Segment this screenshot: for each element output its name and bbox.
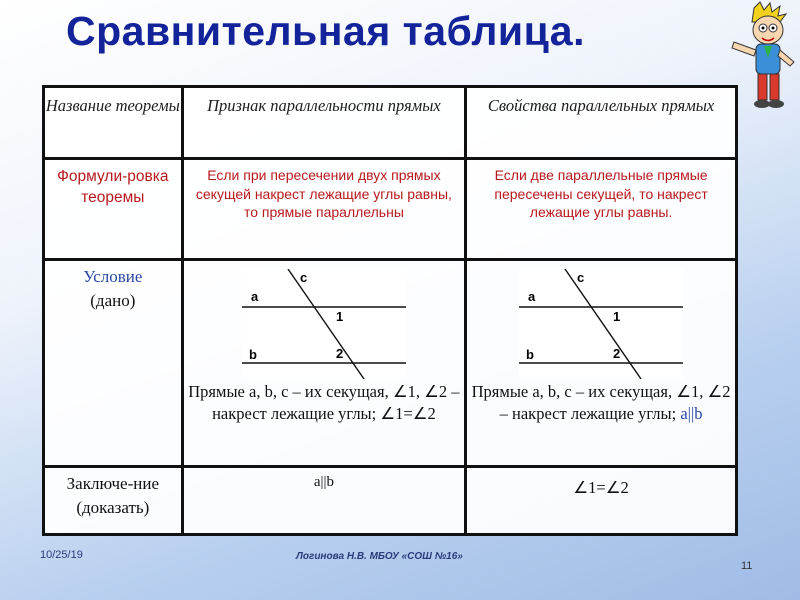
- footer-author: Логинова Н.В. МБОУ «СОШ №16»: [296, 551, 463, 562]
- label-b: b: [248, 347, 257, 362]
- label-a: a: [250, 289, 259, 304]
- property-formulation: Если две параллельные прямые пересечены секущей, то накрест лежащие углы равны.: [494, 167, 708, 220]
- label-angle-1: 1: [613, 309, 621, 324]
- property-condition-text: [467, 381, 735, 425]
- parallel-lines-diagram-right: [519, 269, 683, 379]
- label-b: b: [526, 347, 535, 362]
- header-theorem-name: Название теоремы: [44, 87, 183, 159]
- property-conclusion: ∠1=∠2: [573, 478, 629, 497]
- criterion-formulation: Если при пересечении двух прямых секущей накрест лежащие углы равны, то прямые параллельны: [195, 167, 452, 220]
- criterion-condition-text: Прямые а, b, с – их секущая, ∠1, ∠2 – накрест лежащие углы; ∠1=∠2: [188, 382, 460, 423]
- property-given-parallel: a||b: [680, 404, 703, 423]
- header-parallel-criterion: Признак параллельности прямых: [182, 87, 466, 159]
- label-a: a: [528, 289, 536, 304]
- label-c: c: [577, 270, 585, 285]
- condition-row: [44, 260, 737, 467]
- conclusion-label: [45, 468, 181, 520]
- header-parallel-properties: Свойства параллельных прямых: [466, 87, 737, 159]
- criterion-conclusion: a||b: [313, 474, 334, 490]
- condition-label-title: Условие: [83, 267, 143, 286]
- slide-number: 11: [741, 560, 753, 572]
- conclusion-label-title: Заключе-ние: [66, 474, 159, 493]
- conclusion-row: [44, 467, 737, 535]
- table-header-row: [44, 87, 737, 159]
- formulation-row: [44, 159, 737, 260]
- comparison-table: [42, 85, 738, 536]
- formulation-label: Формули-ровка теоремы: [57, 168, 169, 206]
- label-c: c: [299, 270, 308, 285]
- condition-label-given: (дано): [90, 291, 136, 310]
- condition-label: [45, 261, 181, 313]
- slide-title: Сравнительная таблица.: [66, 8, 585, 54]
- footer-date: 10/25/19: [40, 549, 83, 561]
- conclusion-label-prove: (доказать): [76, 498, 150, 517]
- parallel-lines-diagram-left: [242, 269, 406, 379]
- label-angle-2: 2: [335, 346, 344, 361]
- property-condition-prefix: Прямые а, b, с – их секущая, ∠1, ∠2 – накрест лежащие углы;: [471, 382, 731, 423]
- label-angle-2: 2: [613, 346, 621, 361]
- label-angle-1: 1: [335, 309, 344, 324]
